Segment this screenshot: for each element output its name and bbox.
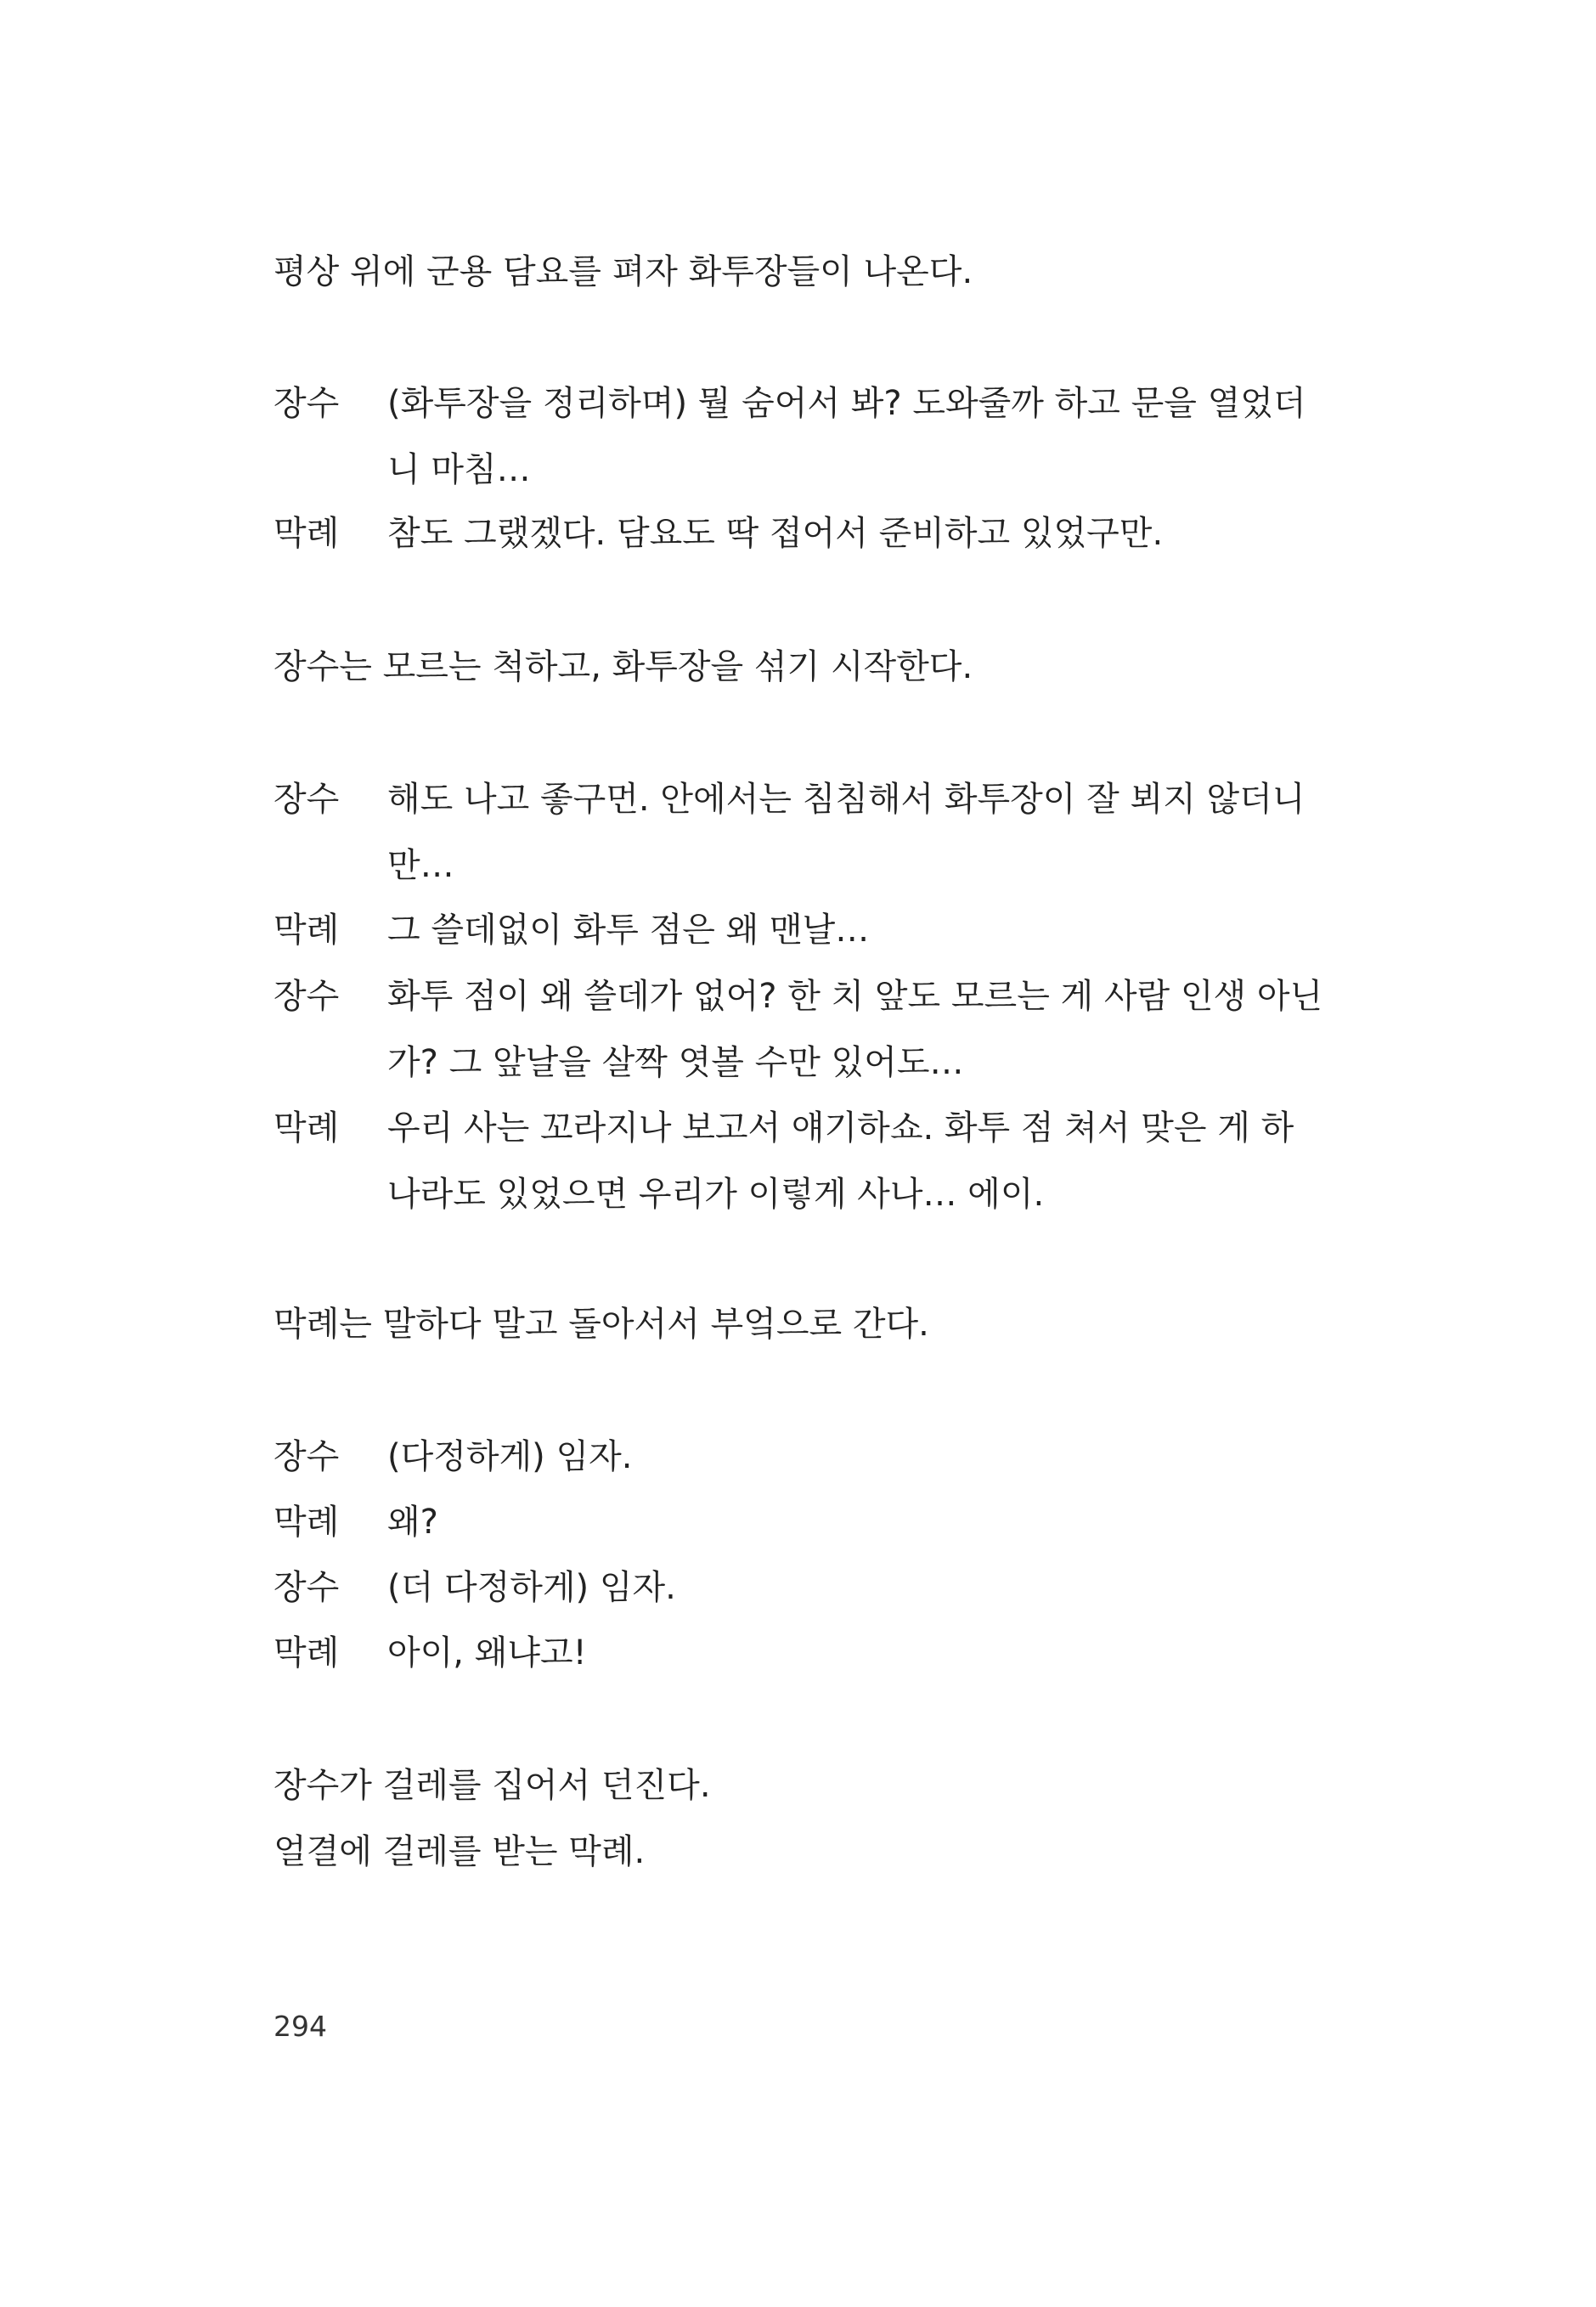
dialogue-text — [387, 1424, 1318, 1490]
dialogue-text — [387, 1095, 1318, 1227]
stage-direction — [274, 1752, 1318, 1885]
dialogue-line: (다정하게) 임자. — [387, 1437, 633, 1476]
dialogue-line: 그 쓸데없이 화투 점은 왜 맨날… — [387, 911, 870, 950]
stage-line: 평상 위에 군용 담요를 펴자 화투장들이 나온다. — [274, 252, 973, 291]
stage-line: 얼결에 걸레를 받는 막례. — [274, 1832, 646, 1871]
speaker-name: 막례 — [274, 1108, 340, 1148]
dialogue-text — [387, 897, 1318, 963]
speaker-name: 막례 — [274, 1633, 340, 1672]
dialogue-line: 만… — [387, 846, 454, 885]
dialogue-text — [387, 1554, 1318, 1621]
page-number: 294 — [274, 2010, 327, 2043]
dialogue-line: 왜? — [387, 1503, 438, 1542]
dialogue-text — [387, 963, 1323, 1096]
speaker-name: 막례 — [274, 911, 340, 950]
speaker-name: 막례 — [274, 514, 340, 553]
dialogue-line: 해도 나고 좋구먼. 안에서는 침침해서 화투장이 잘 뵈지 않더니 — [387, 780, 1306, 819]
dialogue-line: 아이, 왜냐고! — [387, 1633, 587, 1672]
speaker-name: 장수 — [274, 384, 340, 423]
dialogue-text — [387, 1620, 1318, 1686]
dialogue-line: 가? 그 앞날을 살짝 엿볼 수만 있어도… — [387, 1043, 964, 1082]
stage-direction — [274, 1291, 1318, 1357]
stage-direction — [274, 634, 1318, 700]
speaker-name: 장수 — [274, 780, 340, 819]
dialogue-text — [387, 766, 1318, 899]
speaker-name: 장수 — [274, 1437, 340, 1476]
stage-line: 장수는 모르는 척하고, 화투장을 섞기 시작한다. — [274, 647, 973, 686]
dialogue-line: 니 마침… — [387, 450, 531, 489]
dialogue-line: 참도 그랬겠다. 담요도 딱 접어서 준비하고 있었구만. — [387, 514, 1164, 553]
speaker-name: 장수 — [274, 1568, 340, 1607]
dialogue-line: (더 다정하게) 임자. — [387, 1568, 676, 1607]
dialogue-line: (화투장을 정리하며) 뭘 숨어서 봐? 도와줄까 하고 문을 열었더 — [387, 384, 1306, 423]
speaker-name: 막례 — [274, 1503, 340, 1542]
speaker-name: 장수 — [274, 977, 340, 1016]
dialogue-text — [387, 500, 1318, 567]
stage-line: 장수가 걸레를 집어서 던진다. — [274, 1766, 711, 1805]
dialogue-line: 화투 점이 왜 쓸데가 없어? 한 치 앞도 모르는 게 사람 인생 아닌 — [387, 977, 1323, 1016]
dialogue-line: 나라도 있었으면 우리가 이렇게 사나… 에이. — [387, 1175, 1045, 1214]
dialogue-text — [387, 370, 1318, 503]
stage-direction — [274, 239, 1318, 305]
stage-line: 막례는 말하다 말고 돌아서서 부엌으로 간다. — [274, 1305, 929, 1344]
dialogue-text — [387, 1489, 1318, 1555]
dialogue-line: 우리 사는 꼬라지나 보고서 얘기하쇼. 화투 점 쳐서 맞은 게 하 — [387, 1108, 1294, 1148]
